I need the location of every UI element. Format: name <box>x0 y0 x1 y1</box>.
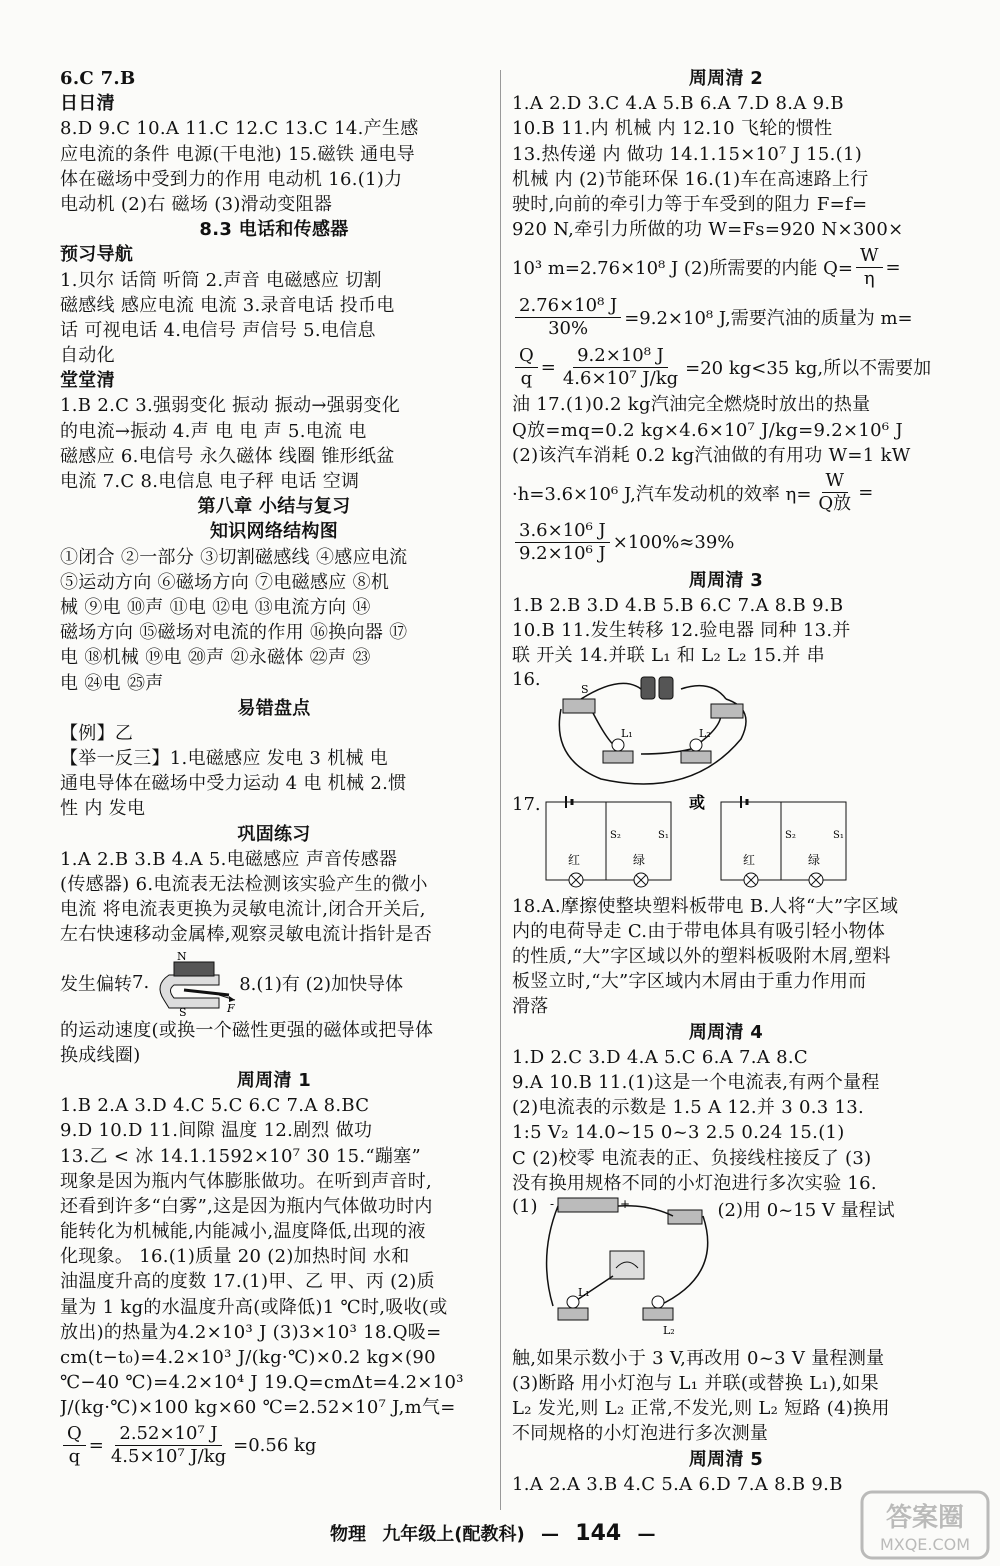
label-n: N <box>177 949 187 963</box>
magnet-conductor-figure <box>149 950 239 1016</box>
answer-line: ①闭合 ②一部分 ③切割磁感线 ④感应电流 <box>60 546 408 568</box>
answer-line: 能转化为机械能,内能减小,温度降低,出现的液 <box>60 1221 426 1243</box>
fraction-denominator: 4.6×10⁷ J/kg <box>562 367 679 389</box>
label-s: S <box>179 1005 187 1016</box>
answer-line: 的性质,“大”字区域以外的塑料板吸附木屑,塑料 <box>512 946 891 967</box>
answer-line: ⑤运动方向 ⑥磁场方向 ⑦电磁感应 ⑧机 <box>60 571 390 593</box>
answer-line: 电动机 (2)右 磁场 (3)滑动变阻器 <box>60 193 333 215</box>
fraction-numerator: 9.2×10⁸ J <box>573 345 668 368</box>
fraction-denominator: 9.2×10⁶ J <box>519 543 606 565</box>
fraction <box>559 345 682 390</box>
answer-line: 联 开关 14.并联 L₁ 和 L₂ L₂ 15.并 串 <box>512 645 825 667</box>
section-heading: 周周清 4 <box>688 1021 764 1043</box>
fraction-numerator: W <box>822 470 849 493</box>
fraction-numerator: W <box>856 245 883 268</box>
svg-text:L₁: L₁ <box>620 726 633 740</box>
answer-line: 1.A 2.B 3.B 4.A 5.电磁感应 声音传感器 <box>60 848 398 870</box>
figure-row-q16b <box>512 1196 940 1346</box>
answer-line: 1.D 2.C 3.D 4.A 5.C 6.A 7.A 8.C <box>512 1046 808 1068</box>
answer-line: 不同规格的小灯泡进行多次测量 <box>512 1423 769 1445</box>
answer-line: (2)电流表的示数是 1.5 A 12.并 3 0.3 13. <box>512 1097 865 1119</box>
formula-text: 7. <box>132 972 150 994</box>
figure-row-q7 <box>60 948 488 1018</box>
section-heading: 第八章 小结与复习 <box>197 496 351 518</box>
column-divider <box>500 70 501 1510</box>
section-heading: 周周清 2 <box>688 68 764 89</box>
formula-text: =0.56 kg <box>233 1435 317 1457</box>
formula-text: =9.2×10⁸ J,需要汽油的质量为 m= <box>624 308 913 330</box>
answer-line: Q放=mq=0.2 kg×4.6×10⁷ J/kg=9.2×10⁶ J <box>512 419 903 441</box>
answer-line: 1.B 2.A 3.D 4.C 5.C 6.C 7.A 8.BC <box>60 1095 370 1117</box>
fraction-numerator: Q <box>63 1423 86 1446</box>
answer-line: L₂ 发光,则 L₂ 正常,不发光,则 L₂ 短路 (4)换用 <box>512 1398 890 1420</box>
figure-row-q16 <box>512 669 940 794</box>
answer-line: 驶时,向前的牵引力等于车受到的阻力 F=f= <box>512 193 868 215</box>
right-column <box>512 66 940 1497</box>
footer-subject: 物理 <box>330 1524 366 1545</box>
formula-text: 17. <box>512 793 541 815</box>
fraction-denominator: 4.5×10⁷ J/kg <box>110 1446 227 1468</box>
answer-line: 9.D 10.D 11.间隙 温度 12.剧烈 做功 <box>60 1120 373 1142</box>
answer-line: 8.D 9.C 10.A 11.C 12.C 13.C 14.产生感 <box>60 118 419 140</box>
fraction <box>515 295 621 340</box>
section-heading: 预习导航 <box>60 244 134 266</box>
section-heading: 堂堂清 <box>60 370 115 392</box>
answer-line: 内的电荷导走 C.由于带电体具有吸引轻小物体 <box>512 920 886 942</box>
fraction-denominator: η <box>863 267 875 289</box>
answer-line: 10.B 11.内 机械 内 12.10 飞轮的惯性 <box>512 118 833 140</box>
answer-line: 机械 内 (2)节能环保 16.(1)车在高速路上行 <box>512 168 869 190</box>
answer-line: 电 ⑱机械 ⑲电 ⑳声 ㉑永磁体 ㉒声 ㉓ <box>60 647 371 669</box>
formula-text: = <box>858 482 874 504</box>
answer-line: 电流 7.C 8.电信息 电子秤 电话 空调 <box>60 471 360 492</box>
footer-dash: — <box>541 1524 560 1545</box>
answer-line: 磁感应 6.电信号 永久磁体 线圈 锥形纸盆 <box>60 445 395 467</box>
answer-line: 应电流的条件 电源(干电池) 15.磁铁 通电导 <box>60 143 416 165</box>
formula-text: 8.(1)有 (2)加快导体 <box>239 973 404 995</box>
svg-text:绿: 绿 <box>632 852 645 867</box>
answer-line: 通电导体在磁场中受力运动 4 电 机械 2.惯 <box>60 773 407 795</box>
answer-line: 1.B 2.C 3.强弱变化 振动 振动→强弱变化 <box>60 395 400 417</box>
svg-text:绿: 绿 <box>807 852 820 867</box>
answer-line: 磁感线 感应电流 电流 3.录音电话 投币电 <box>60 294 395 316</box>
svg-text:答案圈: 答案圈 <box>885 1503 965 1533</box>
formula-text: (1) <box>512 1195 538 1217</box>
answer-line: 没有换用规格不同的小灯泡进行多次实验 16. <box>512 1172 877 1194</box>
section-heading: 知识网络结构图 <box>209 521 339 543</box>
answer-line: 1.A 2.A 3.B 4.C 5.A 6.D 7.A 8.B 9.B <box>512 1473 843 1495</box>
answer-line: 性 内 发电 <box>60 798 146 820</box>
section-heading: 周周清 3 <box>688 569 764 591</box>
answer-line: 滑落 <box>512 996 549 1018</box>
section-heading: 日日清 <box>60 93 115 115</box>
section-heading: 周周清 1 <box>236 1069 312 1091</box>
answer-line: 18.A.摩擦使整块塑料板带电 B.人将“大”字区域 <box>512 895 899 917</box>
circuit-figure-q16 <box>541 669 761 789</box>
formula-text: ×100%≈39% <box>612 532 735 554</box>
formula-text: ·h=3.6×10⁶ J,汽车发动机的效率 η= <box>512 483 812 505</box>
formula-text: = <box>540 356 556 378</box>
figure-row-q17 <box>512 794 940 894</box>
answer-line: 械 ⑨电 ⑩声 ⑪电 ⑫电 ⑬电流方向 ⑭ <box>60 596 371 618</box>
fraction <box>856 245 883 290</box>
section-heading: 巩固练习 <box>237 823 311 845</box>
answer-line: J/(kg·℃)×100 kg×60 ℃=2.52×10⁷ J,m气= <box>60 1397 456 1419</box>
formula-line <box>60 1421 488 1471</box>
answer-line: 1.贝尔 话筒 听筒 2.声音 电磁感应 切割 <box>60 269 382 291</box>
answer-line: 【例】乙 <box>60 722 134 744</box>
answer-line: 板竖立时,“大”字区域内木屑由于重力作用而 <box>512 971 867 993</box>
answer-line: 13.乙 < 冰 14.1.1592×10⁷ 30 15.“蹦塞” <box>60 1145 421 1167</box>
answer-line: 10.B 11.发生转移 12.验电器 同种 13.并 <box>512 620 851 642</box>
left-column <box>60 66 488 1471</box>
formula-line <box>512 468 940 518</box>
svg-text:L₂: L₂ <box>698 726 711 740</box>
answer-line: 触,如果示数小于 3 V,再改用 0~3 V 量程测量 <box>512 1347 885 1369</box>
svg-text:或: 或 <box>688 793 705 812</box>
fraction-denominator: Q放 <box>818 493 852 515</box>
fraction-numerator: 2.76×10⁸ J <box>515 295 621 318</box>
answer-line: 量为 1 kg的水温度升高(或降低)1 ℃时,吸收(或 <box>60 1296 448 1318</box>
svg-text:S₁: S₁ <box>832 829 844 841</box>
answer-line: 自动化 <box>60 345 115 367</box>
answer-line: 体在磁场中受到力的作用 电动机 16.(1)力 <box>60 168 403 190</box>
svg-text:S₁: S₁ <box>657 829 669 841</box>
answer-line: 磁场方向 ⑮磁场对电流的作用 ⑯换向器 ⑰ <box>60 622 408 644</box>
fraction <box>515 345 538 390</box>
answer-line: (2)该汽车消耗 0.2 kg汽油做的有用功 W=1 kW <box>512 444 911 466</box>
formula-line <box>512 242 940 292</box>
answer-line: 1:5 V₂ 14.0~15 0~3 2.5 0.24 15.(1) <box>512 1122 845 1144</box>
footer-dash: — <box>637 1524 656 1545</box>
answer-line: 1.B 2.B 3.D 4.B 5.B 6.C 7.A 8.B 9.B <box>512 595 844 617</box>
answer-line: 话 可视电话 4.电信号 声信号 5.电信息 <box>60 319 376 341</box>
svg-text:MXQE.COM: MXQE.COM <box>879 1535 971 1554</box>
label-f: F <box>227 1001 235 1015</box>
answer-line: 9.A 10.B 11.(1)这是一个电流表,有两个量程 <box>512 1071 880 1093</box>
answer-line: 1.A 2.D 3.C 4.A 5.B 6.A 7.D 8.A 9.B <box>512 93 844 115</box>
fraction <box>63 1423 86 1468</box>
svg-text:L₁: L₁ <box>577 1285 590 1299</box>
watermark-logo <box>860 1490 990 1560</box>
formula-text: 发生偏转 <box>60 973 132 995</box>
formula-text: = <box>885 256 901 278</box>
circuit-diagram-q17 <box>541 794 931 889</box>
section-heading: 周周清 5 <box>688 1448 764 1470</box>
page-footer <box>330 1520 666 1546</box>
answer-line: 还看到许多“白雾”,这是因为瓶内气体做功时内 <box>60 1195 433 1217</box>
fraction <box>515 520 610 565</box>
formula-text: (2)用 0~15 V 量程试 <box>717 1199 895 1221</box>
svg-text:L₂: L₂ <box>662 1323 675 1337</box>
formula-text: 16. <box>512 668 541 690</box>
answer-line: 13.热传递 内 做功 14.1.15×10⁷ J 15.(1) <box>512 143 863 165</box>
formula-line <box>512 292 940 342</box>
answer-line: (3)断路 用小灯泡与 L₁ 并联(或替换 L₁),如果 <box>512 1373 879 1395</box>
answer-line: 油温度升高的度数 17.(1)甲、乙 甲、丙 (2)质 <box>60 1271 435 1293</box>
formula-text: 10³ m=2.76×10⁸ J (2)所需要的内能 Q= <box>512 258 853 280</box>
svg-text:+: + <box>619 1196 630 1211</box>
circuit-figure-q16b <box>538 1196 718 1341</box>
fraction-denominator: 30% <box>548 317 589 339</box>
answer-line: 放出)的热量为4.2×10³ J (3)3×10³ 18.Q吸= <box>60 1321 442 1343</box>
formula-line <box>512 342 940 392</box>
answer-line: 化现象。 16.(1)质量 20 (2)加热时间 水和 <box>60 1246 410 1268</box>
fraction-numerator: 3.6×10⁶ J <box>515 520 610 543</box>
fraction-numerator: 2.52×10⁷ J <box>115 1423 221 1446</box>
svg-text:S₂: S₂ <box>609 829 621 841</box>
svg-text:-: - <box>549 1196 554 1211</box>
section-heading: 易错盘点 <box>237 697 311 719</box>
svg-text:红: 红 <box>742 852 755 867</box>
answer-line: 的运动速度(或换一个磁性更强的磁体或把导体 <box>60 1019 434 1041</box>
footer-grade: 九年级上(配教科) <box>382 1524 525 1545</box>
answer-line: (传感器) 6.电流表无法检测该实验产生的微小 <box>60 874 428 895</box>
formula-text: =20 kg<35 kg,所以不需要加 <box>685 358 932 380</box>
fraction-denominator: q <box>520 367 533 389</box>
fraction <box>814 470 855 515</box>
svg-text:红: 红 <box>567 852 580 867</box>
answer-line: 【举一反三】1.电磁感应 发电 3 机械 电 <box>60 748 389 770</box>
svg-text:S₂: S₂ <box>784 829 796 841</box>
answer-line: 油 17.(1)0.2 kg汽油完全燃烧时放出的热量 <box>512 394 871 416</box>
formula-line <box>512 518 940 568</box>
section-heading: 8.3 电话和传感器 <box>199 219 349 241</box>
answer-line: 电流 将电流表更换为灵敏电流计,闭合开关后, <box>60 899 426 921</box>
answer-line: ℃−40 ℃)=4.2×10⁴ J 19.Q=cmΔt=4.2×10³ <box>60 1372 464 1394</box>
answer-line: C (2)校零 电流表的正、负接线柱接反了 (3) <box>512 1147 872 1169</box>
page-number: 144 <box>575 1521 622 1546</box>
fraction <box>107 1423 230 1468</box>
answer-line: 的电流→振动 4.声 电 电 声 5.电流 电 <box>60 420 367 442</box>
answer-line: 现象是因为瓶内气体膨胀做功。在听到声音时, <box>60 1170 433 1192</box>
fraction-numerator: Q <box>515 345 538 368</box>
answer-line: 920 N,牵引力所做的功 W=Fs=920 N×300× <box>512 219 904 241</box>
answer-line: 换成线圈) <box>60 1044 141 1066</box>
formula-text: = <box>88 1435 104 1457</box>
answer-line: cm(t−t₀)=4.2×10³ J/(kg·℃)×0.2 kg×(90 <box>60 1347 436 1368</box>
svg-text:S: S <box>580 682 589 696</box>
answer-line: 6.C 7.B <box>60 68 136 89</box>
answer-line: 电 ㉔电 ㉕声 <box>60 672 164 694</box>
fraction-denominator: q <box>68 1446 81 1468</box>
answer-line: 左右快速移动金属棒,观察灵敏电流计指针是否 <box>60 924 433 946</box>
